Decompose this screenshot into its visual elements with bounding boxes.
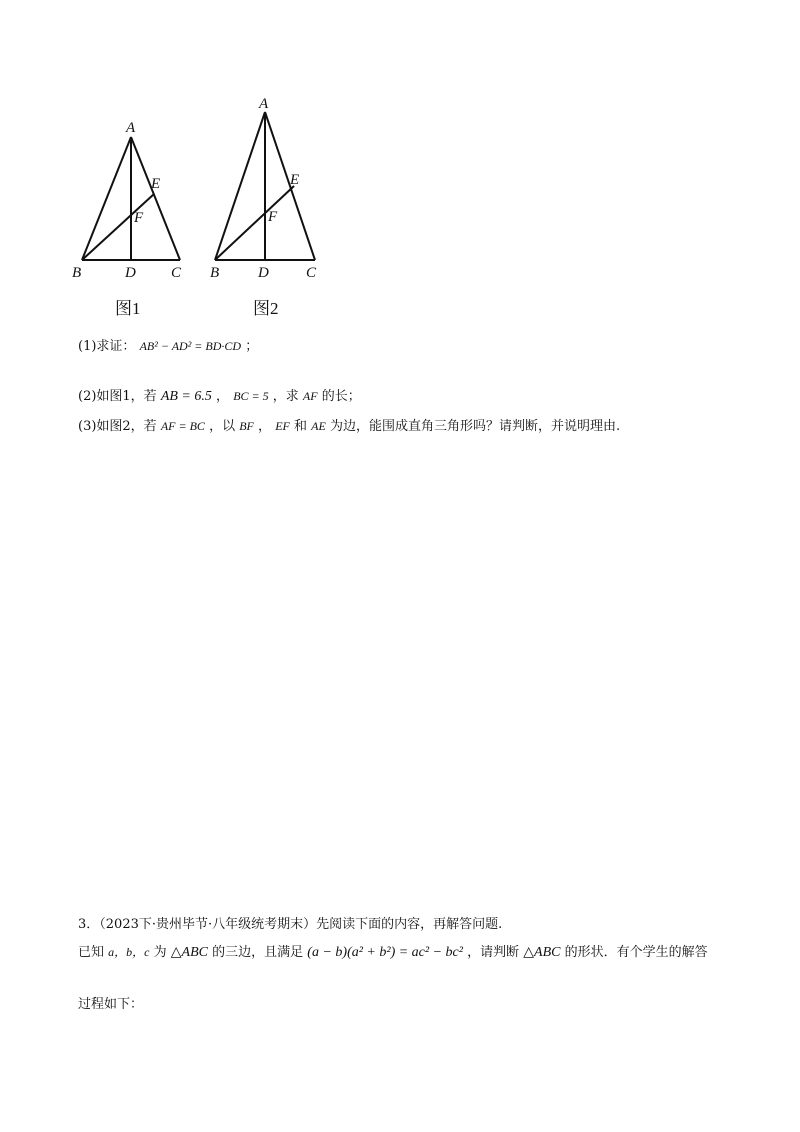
- fig1-label-a: A: [126, 120, 136, 136]
- fig1-caption: 图1: [115, 299, 141, 318]
- problem-3-header: 3．（2023下·贵州毕节·八年级统考期末）先阅读下面的内容，再解答问题.: [78, 917, 503, 932]
- q3-text-2: ，: [258, 419, 272, 434]
- fig1-label-f: F: [134, 210, 144, 226]
- q1-suffix: ；: [245, 339, 259, 354]
- q3-formula-af-bc: AF = BC: [160, 419, 205, 433]
- figure2-lines: [215, 112, 315, 260]
- fig2-label-e: E: [290, 172, 300, 188]
- p3-text-3: ，请判断: [467, 945, 520, 960]
- q3-formula-ef: EF: [275, 419, 290, 433]
- q2-sep: ，: [216, 389, 230, 404]
- q2-prefix: (2)如图1，若: [78, 389, 157, 404]
- geometry-figures: [70, 90, 350, 330]
- p3-text-4: 的形状．有个学生的解答: [564, 945, 708, 960]
- q3-prefix: (3)如图2，若: [78, 419, 157, 434]
- q1-prefix: (1)求证：: [78, 339, 136, 354]
- p3-triangle: △ABC: [170, 945, 208, 960]
- fig2-label-f: F: [268, 209, 278, 225]
- q3-suffix: 为边，能围成直角三角形吗？请判断，并说明理由.: [329, 419, 621, 434]
- fig2-label-c: C: [306, 265, 317, 281]
- figure1-lines: [82, 137, 180, 260]
- q1-formula: AB² − AD² = BD·CD: [139, 339, 242, 353]
- fig1-label-c: C: [171, 265, 182, 281]
- q3-text-3: 和: [294, 419, 308, 434]
- fig1-side-ab: [82, 137, 131, 260]
- fig1-side-ac: [131, 137, 180, 260]
- q3-text-1: ，以: [209, 419, 236, 434]
- fig2-caption: 图2: [253, 299, 279, 318]
- problem-3-continuation: 过程如下：: [78, 997, 144, 1012]
- q2-suffix: 的长；: [321, 389, 361, 404]
- question-2: [78, 390, 361, 404]
- q2-formula-af: AF: [302, 389, 318, 403]
- q2-formula-bc: BC = 5: [233, 389, 269, 403]
- question-3: [78, 420, 620, 433]
- fig2-label-b: B: [210, 265, 220, 281]
- fig1-label-b: B: [72, 265, 82, 281]
- q3-formula-bf: BF: [239, 419, 254, 433]
- p3-text-1: 为: [153, 945, 167, 960]
- fig1-label-e: E: [151, 176, 161, 192]
- figures: [70, 90, 350, 330]
- q2-formula-ab: AB = 6.5: [160, 389, 212, 404]
- fig1-label-d: D: [125, 265, 136, 281]
- fig2-label-a: A: [259, 96, 269, 112]
- p3-prefix: 已知: [78, 945, 105, 960]
- problem-3-statement: [78, 946, 708, 960]
- p3-triangle-2: △ABC: [523, 945, 561, 960]
- fig2-label-d: D: [258, 265, 269, 281]
- p3-vars: a，b，c: [108, 945, 150, 959]
- p3-equation: (a − b)(a² + b²) = ac² − bc²: [307, 945, 463, 960]
- q2-mid: ，求: [272, 389, 299, 404]
- fig1-segment-be: [82, 194, 154, 260]
- question-1: [78, 340, 258, 353]
- q3-formula-ae: AE: [311, 419, 326, 433]
- p3-text-2: 的三边，且满足: [212, 945, 304, 960]
